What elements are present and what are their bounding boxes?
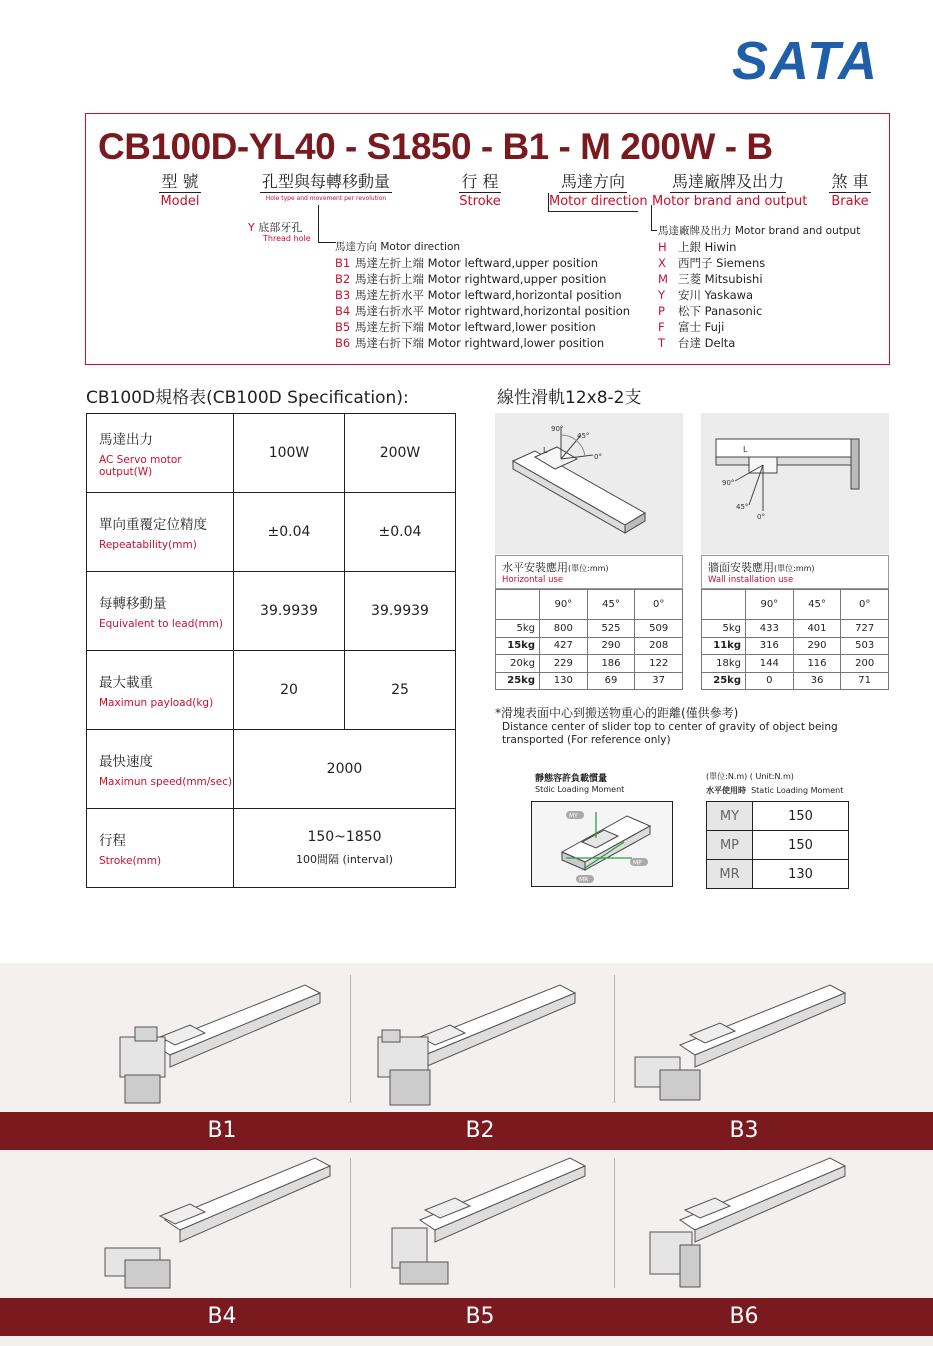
rail-note-en: transported (For reference only) (502, 734, 671, 746)
actuator-b1-image (105, 975, 335, 1110)
table-row: 20kg 229 186 122 (496, 655, 683, 673)
connector-line (651, 230, 657, 231)
direction-item: B2 馬達右折上端 Motor rightward,upper position (335, 272, 607, 286)
brand-list: 馬達廠牌及出力 Motor brand and output H 上銀 Hiwin X 西門子 Siemens M 三菱 Mitsubishi Y 安川 Yaskawa P 松下 Panasonic F 富士 Fuji T 台達 Delta (658, 225, 861, 350)
brand-logo: SATA (732, 31, 879, 91)
brand-item: H 上銀 Hiwin (658, 240, 737, 254)
gallery-label-b4: B4 (207, 1304, 237, 1329)
code-part: - (471, 126, 503, 167)
code-part: - (548, 126, 581, 167)
table-row: MP 150 (707, 831, 849, 860)
model-code-line (98, 128, 773, 165)
angle-label: 45° (736, 503, 749, 511)
length-label: L (543, 446, 548, 455)
brand-item: Y 安川 Yaskawa (658, 288, 754, 302)
code-part: B (746, 126, 773, 167)
segment-motor-direction: 馬達方向 Motor direction (548, 172, 638, 212)
direction-item: B3 馬達左折水平 Motor leftward,horizontal position (335, 288, 622, 302)
moment-label: MR (579, 876, 589, 884)
angle-label: 45° (577, 432, 590, 440)
direction-item: B6 馬達右折下端 Motor rightward,lower position (335, 336, 605, 350)
horizontal-header: 水平安裝應用(單位:mm) Horizontal use (495, 555, 683, 589)
divider (614, 1158, 615, 1288)
segment-stroke: 行 程 Stroke (459, 172, 501, 209)
table-row: 25kg 0 36 71 (702, 672, 889, 690)
segment-hole-type: 孔型與每轉移動量 Hole type and movement per revolution (261, 172, 390, 202)
segment-brake: 煞 車 Brake (831, 172, 869, 209)
actuator-b4-image (95, 1150, 340, 1290)
brand-item: M 三菱 Mitsubishi (658, 272, 763, 286)
gallery-label-b5: B5 (465, 1304, 495, 1329)
table-row: 5kg 433 401 727 (702, 620, 889, 638)
divider (614, 975, 615, 1103)
direction-item: B5 馬達左折下端 Motor leftward,lower position (335, 320, 596, 334)
table-row: 行程 Stroke(mm) 150~1850 100間隔 (interval) (87, 809, 456, 888)
actuator-b3-image (630, 975, 860, 1110)
direction-item: B1 馬達左折上端 Motor leftward,upper position (335, 256, 598, 270)
divider (350, 1158, 351, 1288)
angle-label: 0° (757, 513, 765, 521)
hole-note: Y 底部牙孔 (248, 221, 303, 234)
wall-header: 牆面安裝應用(單位:mm) Wall installation use (701, 555, 889, 589)
table-row: 18kg 144 116 200 (702, 655, 889, 673)
gallery-label-b2: B2 (465, 1118, 495, 1143)
angle-label: 90° (551, 425, 564, 433)
moment-table (706, 801, 849, 889)
gallery-label-b1: B1 (207, 1118, 237, 1143)
wall-load-table (701, 589, 889, 690)
horizontal-mount-diagram (495, 413, 683, 554)
length-label: L (743, 445, 748, 454)
gallery-label-b6: B6 (729, 1304, 759, 1329)
code-part: - (335, 126, 367, 167)
moment-label: MY (569, 812, 578, 820)
segment-motor-brand: 馬達廠牌及出力 Motor brand and output (652, 172, 808, 209)
segment-model: 型 號 Model (160, 172, 200, 209)
wall-mount-diagram (701, 413, 889, 554)
table-row: 最快速度 Maximun speed(mm/sec) 2000 (87, 730, 456, 809)
table-row: 最大載重 Maximun payload(kg) 20 25 (87, 651, 456, 730)
brand-item: T 台達 Delta (658, 336, 736, 350)
code-part: S1850 (366, 126, 472, 167)
actuator-b6-image (640, 1150, 870, 1290)
actuator-b5-image (380, 1150, 610, 1290)
horizontal-load-table (495, 589, 683, 690)
table-row: 每轉移動量 Equivalent to lead(mm) 39.9939 39.9939 (87, 572, 456, 651)
actuator-b2-image (370, 975, 600, 1110)
table-row: 25kg 130 69 37 (496, 672, 683, 690)
table-row: 90° 45° 0° (702, 590, 889, 620)
rail-note: *滑塊表面中心到搬送物重心的距離(僅供參考) (495, 706, 739, 720)
divider (350, 975, 351, 1103)
moment-label: MP (633, 859, 642, 867)
table-row: 馬達出力 AC Servo motor output(W) 100W 200W (87, 414, 456, 493)
rail-note-en: Distance center of slider top to center of gravity of object being (502, 721, 838, 733)
brand-item: P 松下 Panasonic (658, 304, 763, 318)
table-row: 11kg 316 290 503 (702, 637, 889, 655)
moment-use: 水平使用時 Static Loading Moment (706, 786, 844, 795)
table-row: 90° 45° 0° (496, 590, 683, 620)
moment-unit: (單位:N.m) ( Unit:N.m) (706, 772, 794, 781)
table-row: 5kg 800 525 509 (496, 620, 683, 638)
spec-title: CB100D規格表(CB100D Specification): (86, 388, 409, 408)
angle-label: 0° (594, 453, 602, 461)
connector-line (318, 205, 319, 243)
brand-item: F 富士 Fuji (658, 320, 725, 334)
code-part: B1 (502, 126, 549, 167)
moment-title-en: Stdic Loading Moment (535, 785, 625, 794)
direction-list: 馬達方向 Motor direction B1 馬達左折上端 Motor leftward,upper position B2 馬達右折上端 Motor rightward,upper position B3 馬達左折水平 Motor leftward,horizontal position B4 馬達右折水平 Motor rightward,horizontal position B5 馬達左折下端 Motor leftward,lower position B6 馬達右折下端 Motor rightward,lower position (335, 241, 631, 350)
table-row: MY 150 (707, 802, 849, 831)
table-row: 單向重覆定位精度 Repeatability(mm) ±0.04 ±0.04 (87, 493, 456, 572)
hole-note-en: Thread hole (263, 234, 311, 243)
moment-diagram (531, 801, 673, 887)
angle-label: 90° (722, 479, 735, 487)
moment-title: 靜態容許負載慣量 (535, 774, 608, 784)
gallery-label-b3: B3 (729, 1118, 759, 1143)
spec-table (86, 413, 456, 888)
code-part: CB100D (98, 126, 237, 167)
code-part: - (714, 126, 747, 167)
table-row: 15kg 427 290 208 (496, 637, 683, 655)
table-row: MR 130 (707, 860, 849, 889)
code-part: M 200W (580, 126, 715, 167)
rail-title: 線性滑軌12x8-2支 (497, 388, 642, 408)
brand-item: X 西門子 Siemens (658, 256, 766, 270)
connector-line (651, 205, 652, 231)
direction-item: B4 馬達右折水平 Motor rightward,horizontal position (335, 304, 631, 318)
code-part: -YL40 (236, 126, 336, 167)
connector-line (318, 242, 336, 243)
